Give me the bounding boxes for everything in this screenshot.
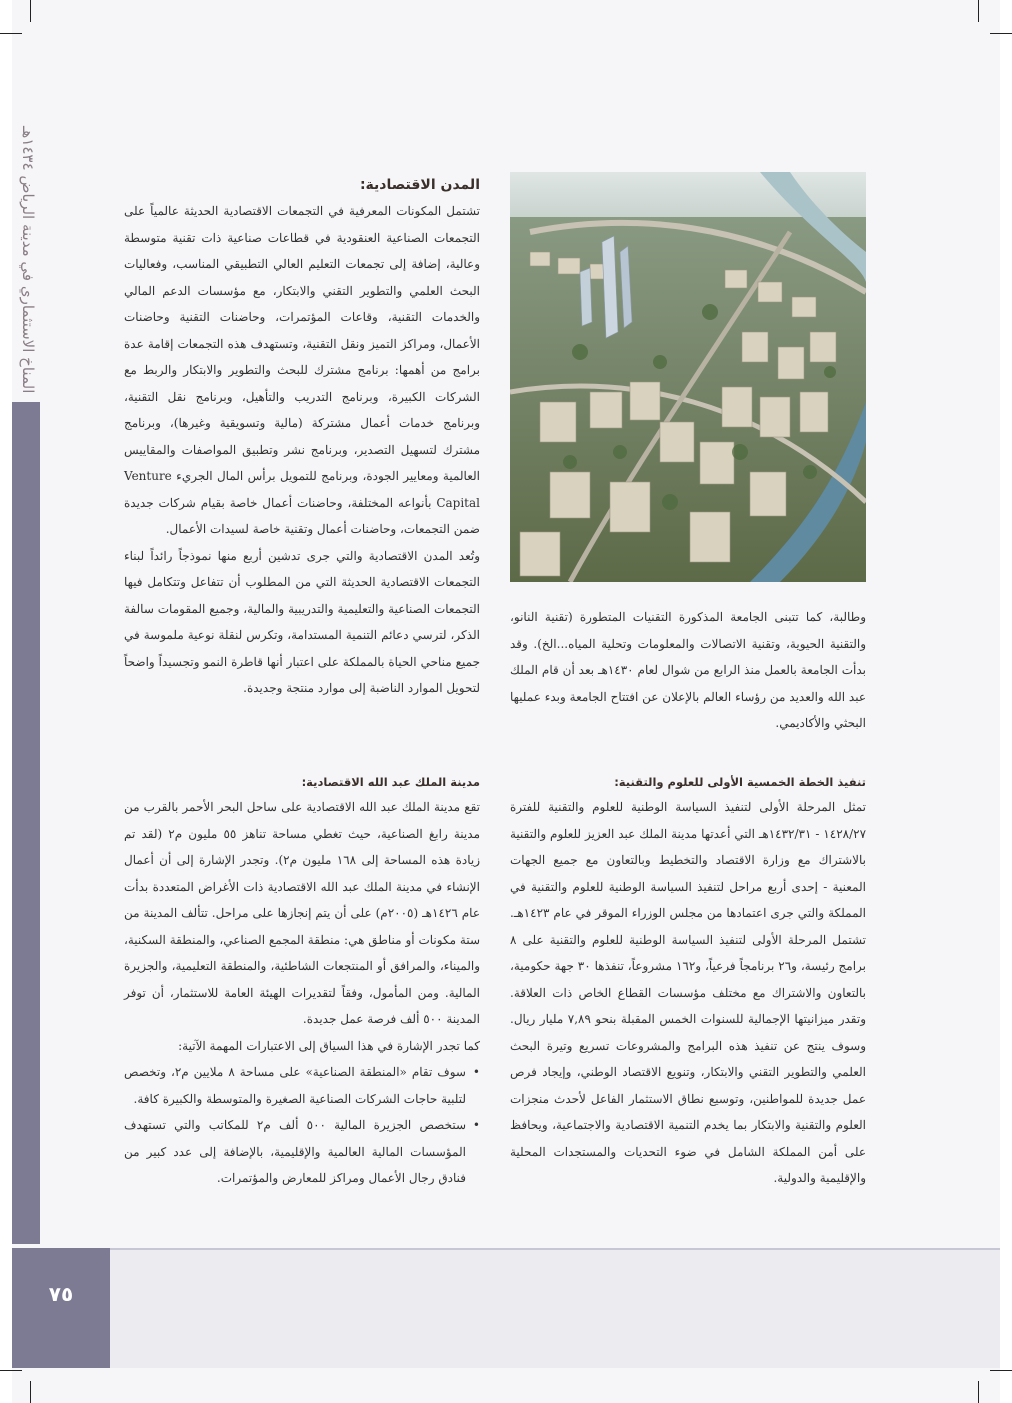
- page-number: ٧٥: [48, 1282, 74, 1306]
- left-column-lower: [124, 770, 480, 1192]
- list-item: • ستخصص الجزيرة المالية ٥٠٠ ألف م٢ للمكاتب والتي تستهدف المؤسسات المالية العالمية والإقليمية، بالإضافة إلى عدد كبير من فنادق رجال الأعمال ومراكز للمعارض والمؤتمرات.: [124, 1112, 480, 1192]
- running-title: المناخ الاستثماري في مدينة الرياض ١٤٣٤هـ: [19, 126, 37, 394]
- crop-mark: [978, 1381, 979, 1403]
- crop-mark: [990, 33, 1012, 34]
- right-column-lower: [510, 770, 866, 1192]
- section-heading-economic-cities: المدن الاقتصادية:: [359, 177, 480, 193]
- section-heading-five-year-plan: تنفيذ الخطة الخمسية الأولى للعلوم والتقنية:: [614, 775, 866, 789]
- bullet-list: [124, 1059, 480, 1192]
- crop-mark: [990, 1370, 1012, 1371]
- crop-mark: [978, 0, 979, 22]
- paragraph: تشتمل المكونات المعرفية في التجمعات الاقتصادية الحديثة عالمياً على التجمعات الصناعية العنقودية في قطاعات صناعية ذات تقنية متوسطة وعالية، إضافة إلى تجمعات التعليم العالي التطبيقي المناسب، وفعاليات البحث العلمي والتطوير التقني والابتكار، مع مؤسسات الدعم المالي والخدمات التقنية، وقاعات المؤتمرات، وحاضنات التقنية وحاضنات الأعمال، ومراكز التميز ونقل التقنية، وتستهدف هذه التجمعات إقامة عدة برامج من أهمها: برنامج مشترك للبحث والتطوير والابتكار والربط مع الشركات الكبيرة، وبرنامج التدريب والتأهيل، وبرنامج نقل التقنية، وبرنامج خدمات أعمال مشتركة (مالية وتسويقية وغيرها)، وبرنامج مشترك لتسهيل التصدير، وبرنامج نشر وتطبيق المواصفات والمقاييس العالمية ومعايير الجودة، وبرنامج للتمويل برأس المال الجريء Venture Capital بأنواعه المختلفة، وحاضنات أعمال خاصة بقيام شركات جديدة ضمن التجمعات، وحاضنات أعمال وتقنية خاصة لسيدات الأعمال.: [124, 204, 480, 536]
- paragraph: كما تجدر الإشارة في هذا السياق إلى الاعتبارات المهمة الآتية:: [178, 1038, 480, 1053]
- crop-mark: [30, 0, 31, 22]
- section-heading-kaec: مدينة الملك عبد الله الاقتصادية:: [301, 775, 480, 789]
- paragraph: تقع مدينة الملك عبد الله الاقتصادية على ساحل البحر الأحمر بالقرب من مدينة رابغ الصناعية، حيث تغطي مساحة تناهز ٥٥ مليون م٢ (لقد تم زيادة هذه المساحة إلى ١٦٨ مليون م٢). وتجدر الإشارة إلى أن أعمال الإنشاء في مدينة الملك عبد الله الاقتصادية ذات الأغراض المتعددة بدأت عام ١٤٢٦هـ (٢٠٠٥م) على أن يتم إنجازها على مراحل. تتألف المدينة من ستة مكونات أو مناطق هي: منطقة المجمع الصناعي، والمنطقة السكنية، والميناء، والمرافق أو المنتجعات الشاطئية، والمنطقة التعليمية، والجزيرة المالية. ومن المأمول، وفقاً لتقديرات الهيئة العامة للاستثمار، أن توفر المدينة ٥٠٠ ألف فرصة عمل جديدة.: [124, 800, 481, 1026]
- crop-mark: [0, 1370, 22, 1371]
- footer-rule: [12, 1248, 1000, 1250]
- right-column-upper: [510, 604, 866, 737]
- paragraph: وطالبة، كما تتبنى الجامعة المذكورة التقنيات المتطورة (تقنية النانو، والتقنية الحيوية، وتقنية الاتصالات والمعلومات وتحلية المياه...الخ). وقد بدأت الجامعة بالعمل منذ الرابع من شوال لعام ١٤٣٠هـ بعد أن قام الملك عبد الله والعديد من رؤساء العالم بالإعلان عن افتتاح الجامعة وبدء عمليها البحثي والأكاديمي.: [510, 610, 866, 730]
- footer-band: [12, 1248, 1000, 1368]
- sidebar-band: [12, 402, 40, 1244]
- crop-mark: [0, 33, 22, 34]
- city-aerial-photo: [510, 172, 866, 582]
- list-item: • سوف تقام «المنطقة الصناعية» على مساحة ٨ ملايين م٢، وتخصص لتلبية حاجات الشركات الصناعية الصغيرة والمتوسطة والكبيرة كافة.: [124, 1059, 480, 1112]
- paragraph: تمثل المرحلة الأولى لتنفيذ السياسة الوطنية للعلوم والتقنية للفترة ١٤٢٨/٢٧ - ١٤٣٢/٣١هـ التي أعدتها مدينة الملك عبد العزيز للعلوم والتقنية بالاشتراك مع وزارة الاقتصاد والتخطيط وبالتعاون مع جميع الجهات المعنية - إحدى أربع مراحل لتنفيذ السياسة الوطنية للعلوم والتقنية في المملكة والتي جرى اعتمادها من مجلس الوزراء الموقر في عام ١٤٢٣هـ. تشتمل المرحلة الأولى لتنفيذ السياسة الوطنية للعلوم والتقنية على ٨ برامج رئيسة، و٢٦ برنامجاً فرعياً، و١٦٢ مشروعاً، تنفذها ٣٠ جهة حكومية، بالتعاون والاشتراك مع مختلف مؤسسات القطاع الخاص ذات العلاقة. وتقدر ميزانيتها الإجمالية للسنوات الخمس المقبلة بنحو ٧,٨٩ مليار ريال. وسوف ينتج عن تنفيذ هذه البرامج والمشروعات تسريع وتيرة البحث العلمي والتطوير التقني والابتكار، وتنويع الاقتصاد الوطني، وإيجاد فرص عمل جديدة للمواطنين، وتوسيع نطاق الاستثمار الفاعل لأحدث منجزات العلوم والتقنية والابتكار بما يخدم التنمية الاقتصادية والاجتماعية، ويحافظ على أمن المملكة الشامل في ضوء التحديات والمستجدات المحلية والإقليمية والدولية.: [510, 800, 867, 1185]
- paragraph: وتُعد المدن الاقتصادية والتي جرى تدشين أربع منها نموذجاً رائداً لبناء التجمعات الاقتصادية الحديثة التي من المطلوب أن تتفاعل وتتكامل فيها التجمعات الصناعية والتعليمية والتدريبية والمالية، وجميع المقومات سالفة الذكر، لترسي دعائم التنمية المستدامة، وتكرس لنقلة نوعية ملموسة في جميع مناحي الحياة بالمملكة على اعتبار أنها قاطرة النمو وتجسيداً واضحاً لتحويل الموارد الناضبة إلى موارد منتجة وجديدة.: [124, 548, 480, 695]
- crop-mark: [30, 1381, 31, 1403]
- page-number-box: [12, 1248, 110, 1368]
- left-column: [124, 172, 480, 702]
